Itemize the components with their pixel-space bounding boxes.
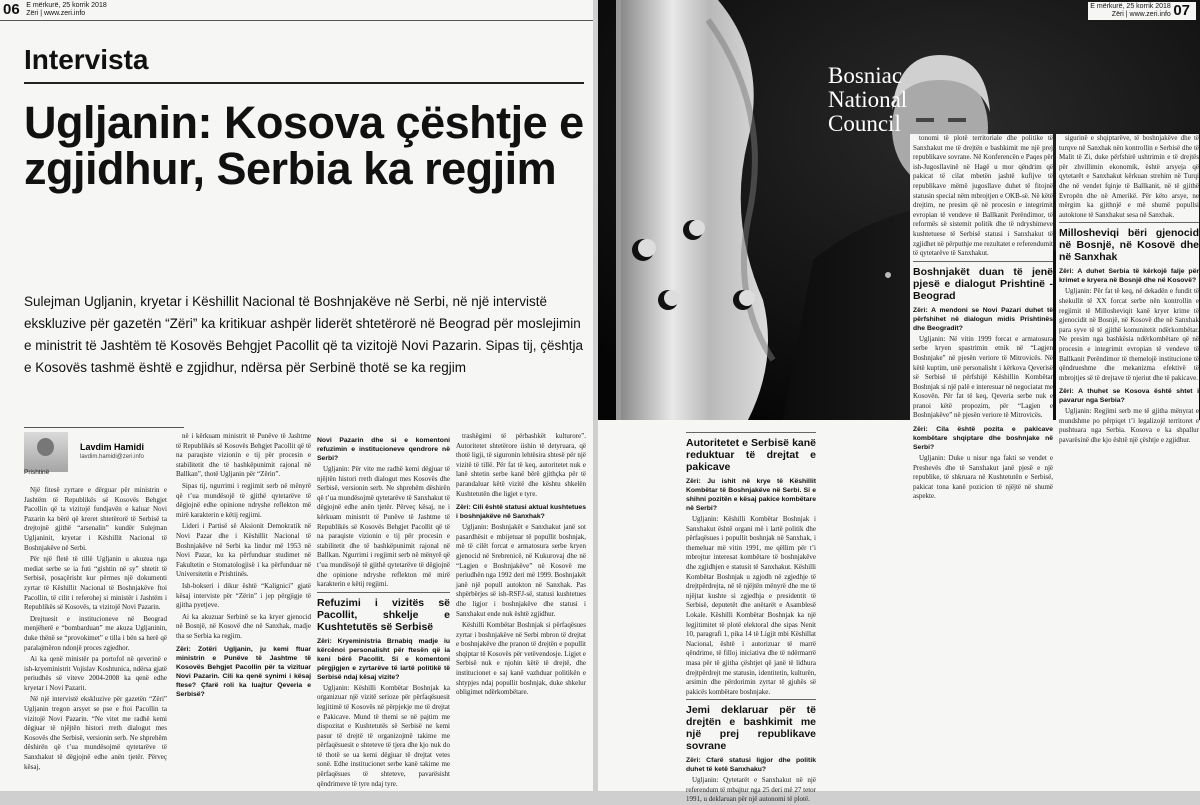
interview-answer: Ugljanin: Këshilli Kombëtar Boshnjak ka organizuar një vizitë serioze për përfaqësuesit legjitimë të Kosovës në përpjekje me të drejtat e Pakicave. Mund të themi se në pajtim me dispozitat e Kushtetutës së Serbisë ne kemi pasur të drejtë të organizojmë takime me përfaqësuesit e shteteve të tjera dhe kjo nuk do të thotë se ua kemi dëgjuar të drejtat vetes sonë. Edhe institucionet serbe kanë takime me përfaqësues të shteteve, pavarësisht qëndrimeve të tyre ndaj tyre. — [317, 683, 450, 788]
site-name: Zëri | www.zeri.info — [26, 10, 86, 17]
issue-date: E mërkurë, 25 korrik 2018 — [26, 2, 107, 9]
interview-question: Novi Pazarin dhe si e komentoni refuzimin e institucioneve qendrore në Serbi? — [317, 437, 450, 462]
interview-question: Zëri: Ju ishit në krye të Këshillit Kombëtar të Boshnjakëve në Serbi. Si e shihni pozitën e kësaj pakice kombëtare në Serbi? — [686, 478, 816, 512]
interview-answer: Ugljanin: Në vitin 1999 forcat e armatosura serbe kryen spastrimin etnik në “Lagjen Boshnjake” në pjesën veriore të Mitrovicës. Në këtë kuptim, unë personalisht i kërkova Qeverisë së Serbisë të përfshijë Këshillin Kombëtar Boshnjak si një palë e interesuar në negociatat me Kosovën. Për fat të keq, Qeveria serbe nuk e pranoi këtë propozim, për “Lagjen e Boshnjakëve” në pjesën veriore të Mitrovicës. — [913, 334, 1053, 420]
author-byline — [24, 432, 164, 478]
interview-question: Zëri: Zotëri Ugljanin, ju kemi ftuar ministrin e Punëve të Jashtme të Kosovës Behgjet Pacollin për ta vizituar Novi Pazarin. Cili ka qenë synimi i kësaj ftese? Çfarë roli ka luajtur Qeveria e Serbisë? — [176, 646, 311, 699]
article-column-4 — [456, 432, 586, 786]
interview-answer: Ugljanin: Regjimi serb me të gjitha mënyrat e mundshme po përpiqet t’i legalizojë territoret e pushtuara nga Serbia. Kosova e ka shpallur pavarësinë dhe kjo është një çështje e zgjidhur. — [1059, 407, 1199, 445]
interview-question: Zëri: Cili është statusi aktual kushtetues i boshnjakëve në Sanxhak? — [456, 504, 586, 521]
paragraph: Ai ka qenë ministër pa portofol në qeverinë e ish-kryeministrit Vojislav Koshtunica, ndërsa gjatë periudhës së viteve 2004-2008 ka qenë edhe kryetar i Novi Pazarit. — [24, 655, 167, 692]
paragraph: Sipas tij, ngurrimi i regjimit serb në mënyrë që t’ua mundësojë të gjithë qytetarëve të dëgjojnë edhe opinione ndryshe reflekton më mirë karakterin e këtij regjimi. — [176, 481, 311, 519]
page-number: 06 — [3, 1, 20, 18]
lead-paragraph: Sulejman Ugljanin, kryetar i Këshillit Nacional të Boshnjakëve në Serbi, në një intervistë ekskluzive për gazetën “Zëri” ka kritikuar ashpër liderët shtetërorë në Beograd për moslejimin e ministrit të Jashtëm të Kosovës Behgjet Pacollit që ta vizitojë Novi Pazarin. Sipas tij, çështja e Kosovës tashmë është e zgjidhur, ndërsa për Serbinë thotë se ka regjim — [24, 294, 584, 375]
subheading: Jemi deklaruar për të drejtën e bashkimit me një prej republikave sovrane — [686, 699, 816, 752]
interview-question: Zëri: A duhet Serbia të kërkojë falje për krimet e kryera në Bosnjë dhe në Kosovë? — [1059, 268, 1199, 285]
site-name: Zëri | www.zeri.info — [1111, 11, 1171, 18]
interview-answer: Ugljanin: Për vite me radhë kemi dëgjuar të njëjtën histori rreth dialogut mes Kosovës dhe Serbisë, versionin serb. Ne shprehëm dëshirën që t’ua mundësojmë qytetarëve të Sanxhakut të dëgjojnë edhe anën tjetër. Përveç kësaj, ne i kërkuam ministrit të Punëve të Jashtme të Republikës së Kosovës Behgjet Pacollit që të na paraqiste vizionin e tij për procesin e stabilitetit dhe të bashkëpunimit rajonal në Ballkan. Ngurrimi i regjimit serb në mënyrë që t’ua mundësojë të gjithë qytetarëve të dëgjojnë dhe opinione ndryshe reflekton më mirë karakterin e këtij regjimi. — [317, 465, 450, 589]
author-rule — [24, 427, 184, 428]
subheading: Boshnjakët duan të jenë pjesë e dialogut Prishtinë - Beograd — [913, 261, 1053, 302]
section-label: Intervista — [24, 44, 149, 75]
flagpole — [616, 0, 621, 420]
interview-question: Zëri: A mendoni se Novi Pazari duhet të përfshihet në dialogun midis Prishtinës dhe Beogradit? — [913, 306, 1053, 332]
interview-question: Zëri: Cila është pozita e pakicave kombëtare shqiptare dhe boshnjake në Serbi? — [913, 426, 1053, 452]
article-column-3 — [317, 432, 450, 786]
paragraph: Ish-bokseri i dikur është “Kalignici” gjatë kësaj interviste për “Zërin” i jep përgjigje të gjitha pyetjeve. — [176, 581, 311, 610]
paragraph: Drejtuesit e institucioneve në Beograd menjëherë e “bombarduan” me akuza Ugljaninin, duke thënë se “provokimet” e tilla i bën sa herë që paralajmëron ndonjë proces zgjedhor. — [24, 614, 167, 652]
paragraph: në i kërkuam ministrit të Punëve të Jashtme të Republikës së Kosovës Behgjet Pacollit që të na paraqiste vizionin e tij për procesin e stabilitetit dhe të bashkëpunimit rajonal në Ballkan”, thotë Ugljanin për “Zërin”. — [176, 432, 311, 479]
section-rule — [24, 82, 584, 84]
paragraph: Këshilli Kombëtar Boshnjak si përfaqësues zyrtar i boshnjakëve në Serbi mbron të drejtat e boshnjakëve dhe pranon të drejtën e popullit shqiptar të Kosovës për vetëvendosje. Ligjet e Serbisë nuk e njohin këtë të drejtë, dhe institucionet e saj kanë vazhduar politikën e shtypjes ndaj popullit boshnjak, duke shkelur obligimet ndërkombëtare. — [456, 621, 586, 697]
right-page-header — [1088, 2, 1196, 20]
author-name: Lavdim Hamidi — [80, 442, 145, 452]
issue-date: E mërkurë, 25 korrik 2018 — [1090, 3, 1171, 10]
left-page-header — [3, 2, 107, 18]
page-number: 07 — [1173, 2, 1190, 19]
subheading: Refuzimi i vizitës së Pacollit, shkelje e Kushtetutës së Serbisë — [317, 592, 450, 633]
paragraph: Në një intervistë ekskluzive për gazetën “Zëri” Ugljanin tregon arsyet se pse e ftoi Pacollin ta vizitojë Novi Pazarin. “Ne vitet me radhë kemi dëgjuar të njëjtën histori rreth dialogut mes Kosovës dhe Serbisë, versionin serb. Ne shprehëm dëshirën që t’ua mundësojmë qytetarëve të Sanxhakut të dëgjojnë edhe anën tjetër. Përveç kësaj, — [24, 695, 167, 771]
interview-answer: Ugljanin: Për fat të keq, në dekadën e fundit të shekullit të XX forcat serbe nën kontrollin e regjimit të Millosheviqit kanë kryer krime të gjenocidit në Bosnjë, në Kosovë dhe në Sanxhak para syve të të gjithë komunitetit ndërkombëtar. Ne presim nga bashkësia ndërkombëtare që në procesin e integrimit evropian të vendeve të Ballkanit Perëndimor të themelojë institucione të qëndrueshme dhe mekanizma efektivë të mbrojtjes së të drejtave të njeriut dhe të pakicave. — [1059, 287, 1199, 382]
paragraph: tonomi të plotë territoriale dhe politike të Sanxhakut me të drejtën e bashkimit me një prej republikave sovrane. Në Konferencën e Paqes për ish-Jugosllavinë në Hagë u mor qëndrim që pakicat të cilat mbetën jashtë kufijve të republikave mëmë jugosllave duhet të fitojnë statusin special nëm mbrojtjen e OKB-së. Në këtë drejtim, ne presim që në procesin e integrimit evropian të vendeve të Ballkanit Perëndimor, të reformës së sistemit politik dhe të ndryshimeve kushtetuese të Serbisë statusi i Sanxhakut të zgjidhet në përputhje me rezultatet e referendumit të qytetarëve të Sanxhakut. — [913, 134, 1053, 258]
header-rule — [0, 20, 593, 21]
subheading: Millosheviqi bëri gjenocid në Bosnjë, në Kosovë dhe në Sanxhak — [1059, 222, 1199, 263]
paragraph: sigurinë e shqiptarëve, të boshnjakëve dhe të turqve në Sanxhak nën kontrollin e Serbisë dhe të Malit të Zi, duke përfshirë ushtrimin e të drejtës për zhvillimin ekonomik, është arsyeja që qytetarët e Sanxhakut kërkuan strehim në Turqi dhe në vendet fqinje të Ballkanit, në të gjithë Evropën dhe në Amerikë. Për këto arsye, ne mërgim ka gjithnjë e më shumë popullsi autoktone të Sanxhakut sesa në Sanxhak. — [1059, 134, 1199, 219]
article-column-5 — [686, 432, 816, 804]
paragraph: trashëgimi të përbashkët kulturore”. Autoritetet shtetërore iishin të detyruara, që thotë ligji, të siguronin lehtësira shtesë për një vizitë të tillë. Për fat të keq, autoritetet nuk e lanë shtetin serbe kanë bërë gjithçka për të parandaluar këtë vizitë dhe kështu shkelën Kushtetutën dhe ligjet e tyre. — [456, 432, 586, 498]
paragraph: Një fitesë zyrtare e dërguar për ministrin e Jashtëm të Republikës së Kosovës Behgjet Pacollin që ta vizitojë fundjavën e kaluar Novi Pazarin ka bërë që kreret shtetërorë të Serbisë ta drejtojnë gjithë “arsenalin” kundër Sulejman Ugljaninit, kryetar i Këshillit Nacional të Boshnjakëve në Serbi. — [24, 486, 167, 552]
right-page — [598, 0, 1200, 804]
paragraph: Lideri i Partisë së Aksionit Demokratik në Novi Pazar dhe i Këshillit Nacional të Boshnjakëve në Serbi ka lindur më 1953 në Novi Pazar, ku ka përfunduar studimet në Fakultetin e Stomatologjisë i ka përfunduar në Universitetin e Prishtinës. — [176, 522, 311, 579]
author-photo — [24, 432, 68, 472]
article-column-6 — [910, 134, 1053, 787]
article-column-7 — [1056, 134, 1199, 787]
interview-question: Zëri: Cfarë statusi ligjor dhe politik duhet të ketë Sanxhaku? — [686, 757, 816, 774]
paragraph: Për një fletë të tillë Ugljanin u akuzua nga mediat serbe se ia futi “gishtin në sy” shtetit të Serbisë, posaçërisht kur përmes një dokumenti zyrtar të Këshillit Nacional të Boshnjakëve ftoi Pacollin, të cilit i referohej si ministër i Jashtëm i Republikës së Kosovës, ta vizitojë Novi Pazarin. — [24, 555, 167, 612]
interview-answer: Ugljanin: Boshnjakët e Sanxhakut janë sot pasardhësit e mbijetuar të popullit boshnjak, më të cilët forcat e armatosura serbe kryen gjenocid në Srebrenicë, në Kukurovaj dhe në “Lagjen e Boshnjakëve” në Kosovë me periudhën nga 1992 deri më 1999. Boshnjakët janë një popull autokton në Sanxhak. Pas shpërbërjes së ish-RSFJ-së, statusi kushtetues dhe ligjor i boshnjakëve dhe statusi i Sanxhakut ende nuk është zgjidhur. — [456, 523, 586, 618]
backdrop-text: Bosniac National Council — [828, 63, 908, 136]
left-page — [0, 0, 593, 791]
author-location: Prishtinë — [24, 469, 50, 476]
headline: Ugljanin: Kosova çështje e zgjidhur, Serbia ka regjim — [24, 97, 584, 194]
interview-answer: Ugljanin: Qytetarët e Sanxhakut në një referendum të mbajtur nga 25 deri më 27 tetor 1991, u deklaruan për një autonomi të plotë. — [686, 776, 816, 804]
article-column-1 — [24, 486, 167, 786]
interview-question: Zëri: Kryeministria Brnabiq madje iu kërcënoi personalisht për ftesën që ia keni bërë Pacollit. Si e komentoni përgjigjen e zyrtarëve të lartë politikë të Serbisë ndaj kësaj vizite? — [317, 637, 450, 681]
author-email: lavdim.hamidi@zeri.info — [80, 454, 144, 460]
article-column-2 — [176, 432, 311, 786]
paragraph: Ai ka akuzuar Serbinë se ka kryer gjenocid në Bosnjë, në Kosovë dhe në Sanxhak, madje tha se Serbia ka regjim. — [176, 612, 311, 640]
interview-answer: Ugljanin: Këshilli Kombëtar Boshnjak i Sanxhakut është organi më i lartë politik dhe përfaqësues i popullit boshnjak në Sanxhak, i themeluar më vitin 1991, me qëllim për t’i mbrojtur interesat kombëtare të boshnjakëve dhe zgjidhjen e statusit të Sanxhakut. Këshilli Kombëtar Boshnjak u zgjodh në zgjedhje të drejtpërdrejta, në të njëjtën mënyrë dhe me të njëjtat kushte si zgjedhja e presidentit të Serbisë, deputetët dhe anëtarët e Asamblesë Lokale. Këshilli Kombëtar Boshnjak ka një legjitimitet të plotë elektoral dhe sipas Nenit 10, paragrafi 1, pika 14 të Ligjit mbi Këshillat Nacional, është i autorizuar të marrë qëndrime, të filloj iniciativa dhe të ndërmarrë masa për të gjitha çështjet që janë të lidhura drejtpërdrejt me statusin, identitetin, kulturën, arsimin dhe përdorimin zyrtar të gjuhës së pakicës kombëtare boshnjake. — [686, 515, 816, 696]
interview-answer: Ugljanin: Duke u nisur nga fakti se vendet e Preshevës dhe të Sanxhakut janë pjesë e një republike, të shkruara në Kushtetutën e Serbisë, pakicat tona kanë pozicion të njëjtë në shumë aspekte. — [913, 454, 1053, 501]
interview-question: Zëri: A thuhet se Kosova është shtet i pavarur nga Serbia? — [1059, 388, 1199, 405]
subheading: Autoritetet e Serbisë kanë reduktuar të drejtat e pakicave — [686, 432, 816, 473]
